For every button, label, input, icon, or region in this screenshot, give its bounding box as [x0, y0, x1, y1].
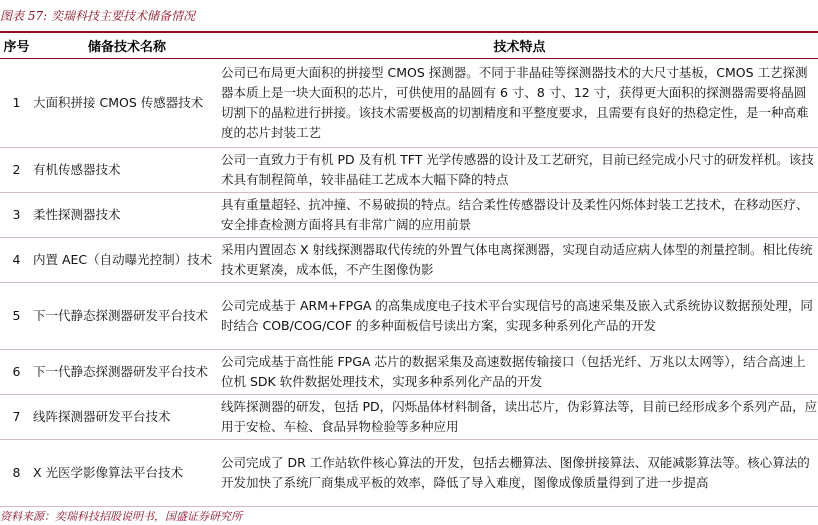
source-note: 资料来源：奕瑞科技招股说明书，国盛证券研究所 — [0, 510, 242, 523]
row-no: 7 — [0, 395, 33, 440]
table-row — [0, 395, 818, 440]
header-name: 储备技术名称 — [33, 32, 221, 59]
row-no: 2 — [0, 148, 33, 193]
row-name: 有机传感器技术 — [33, 148, 221, 193]
row-feature: 公司已布局更大面积的拼接型 CMOS 探测器。不同于非晶硅等探测器技术的大尺寸基板，CMOS 工艺探测器本质上是一块大面积的芯片，可供使用的晶圆有 6 寸、8 寸、12 寸，获得更大面积的探测器需要将晶圆切割下的晶粒进行拼接。该技术需要极高的切割精度和平整度要求，且需要有良好的热稳定性，是一种高难度的芯片封装工艺 — [221, 59, 818, 148]
tech-reserve-table — [0, 31, 818, 507]
row-feature: 采用内置固态 X 射线探测器取代传统的外置气体电离探测器，实现自动适应病人体型的剂量控制。相比传统技术更紧凑，成本低，不产生图像伪影 — [221, 238, 818, 283]
row-name: 大面积拼接 CMOS 传感器技术 — [33, 59, 221, 148]
row-no: 4 — [0, 238, 33, 283]
row-no: 3 — [0, 193, 33, 238]
row-feature: 线阵探测器的研发，包括 PD，闪烁晶体材料制备，读出芯片，伪彩算法等，目前已经形成多个系列产品，应用于安检、车检、食品异物检验等多种应用 — [221, 395, 818, 440]
table-row — [0, 238, 818, 283]
row-no: 8 — [0, 440, 33, 507]
row-no: 5 — [0, 283, 33, 350]
table-row — [0, 350, 818, 395]
row-name: 下一代静态探测器研发平台技术 — [33, 283, 221, 350]
figure-caption: 图表 57: 奕瑞科技主要技术储备情况 — [0, 9, 195, 23]
header-feature: 技术特点 — [221, 32, 818, 59]
table-row — [0, 440, 818, 507]
row-name: 下一代静态探测器研发平台技术 — [33, 350, 221, 395]
row-name: 线阵探测器研发平台技术 — [33, 395, 221, 440]
row-feature: 公司完成基于高性能 FPGA 芯片的数据采集及高速数据传输接口（包括光纤、万兆以太网等），结合高速上位机 SDK 软件数据处理技术，实现多种系列化产品的开发 — [221, 350, 818, 395]
table-header-row — [0, 32, 818, 59]
table-row — [0, 193, 818, 238]
table-row — [0, 283, 818, 350]
header-no: 序号 — [0, 32, 33, 59]
row-name: X 光医学影像算法平台技术 — [33, 440, 221, 507]
row-name: 内置 AEC（自动曝光控制）技术 — [33, 238, 221, 283]
row-feature: 公司完成基于 ARM+FPGA 的高集成度电子技术平台实现信号的高速采集及嵌入式系统协议数据预处理，同时结合 COB/COG/COF 的多种面板信号读出方案，实现多种系列化产品的开发 — [221, 283, 818, 350]
row-feature: 公司一直致力于有机 PD 及有机 TFT 光学传感器的设计及工艺研究，目前已经完成小尺寸的研发样机。该技术具有制程简单，较非晶硅工艺成本大幅下降的特点 — [221, 148, 818, 193]
row-feature: 具有重量超轻、抗冲撞、不易破损的特点。结合柔性传感器设计及柔性闪烁体封装工艺技术，在移动医疗、安全排查检测方面将具有非常广阔的应用前景 — [221, 193, 818, 238]
row-no: 1 — [0, 59, 33, 148]
table-row — [0, 148, 818, 193]
row-feature: 公司完成了 DR 工作站软件核心算法的开发，包括去栅算法、图像拼接算法、双能减影算法等。核心算法的开发加快了系统厂商集成平板的效率，降低了导入难度，图像成像质量得到了进一步提高 — [221, 440, 818, 507]
table-row — [0, 59, 818, 148]
row-no: 6 — [0, 350, 33, 395]
row-name: 柔性探测器技术 — [33, 193, 221, 238]
